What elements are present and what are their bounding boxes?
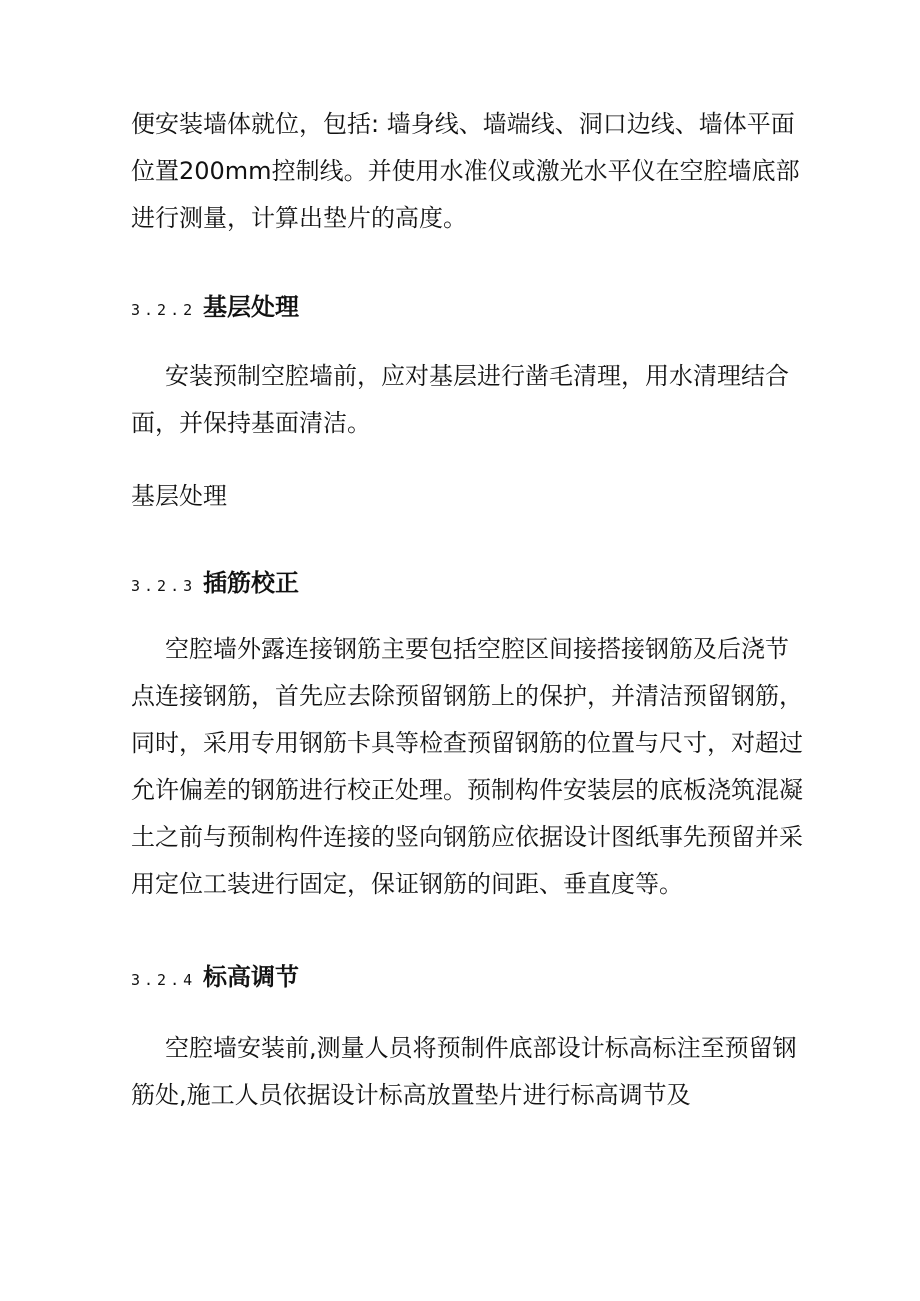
intro-paragraph: 便安装墙体就位，包括: 墙身线、墙端线、洞口边线、墙体平面位置200mm控制线。并使用水准仪或激光水平仪在空腔墙底部进行测量，计算出垫片的高度。	[131, 110, 800, 232]
section-title: 插筋校正	[203, 569, 299, 597]
figure-caption: 基层处理	[131, 482, 227, 510]
section-heading-3-2-3	[131, 563, 299, 598]
section-number: 3.2.4	[131, 971, 197, 989]
section-heading-3-2-4	[131, 957, 299, 992]
section-body-3-2-3: 空腔墙外露连接钢筋主要包括空腔区间接搭接钢筋及后浇节点连接钢筋，首先应去除预留钢筋上的保护，并清洁预留钢筋，同时，采用专用钢筋卡具等检查预留钢筋的位置与尺寸，对超过允许偏差的钢筋进行校正处理。预制构件安装层的底板浇筑混凝土之前与预制构件连接的竖向钢筋应依据设计图纸事先预留并采用定位工装进行固定，保证钢筋的间距、垂直度等。	[131, 635, 803, 898]
section-heading-3-2-2	[131, 287, 299, 322]
section-title: 基层处理	[203, 293, 299, 321]
section-body-3-2-4: 空腔墙安装前,测量人员将预制件底部设计标高标注至预留钢筋处,施工人员依据设计标高放置垫片进行标高调节及	[131, 1034, 797, 1109]
section-number: 3.2.2	[131, 301, 197, 319]
section-number: 3.2.3	[131, 577, 197, 595]
section-title: 标高调节	[203, 963, 299, 991]
section-body-3-2-2: 安装预制空腔墙前，应对基层进行凿毛清理，用水清理结合面，并保持基面清洁。	[131, 362, 789, 437]
